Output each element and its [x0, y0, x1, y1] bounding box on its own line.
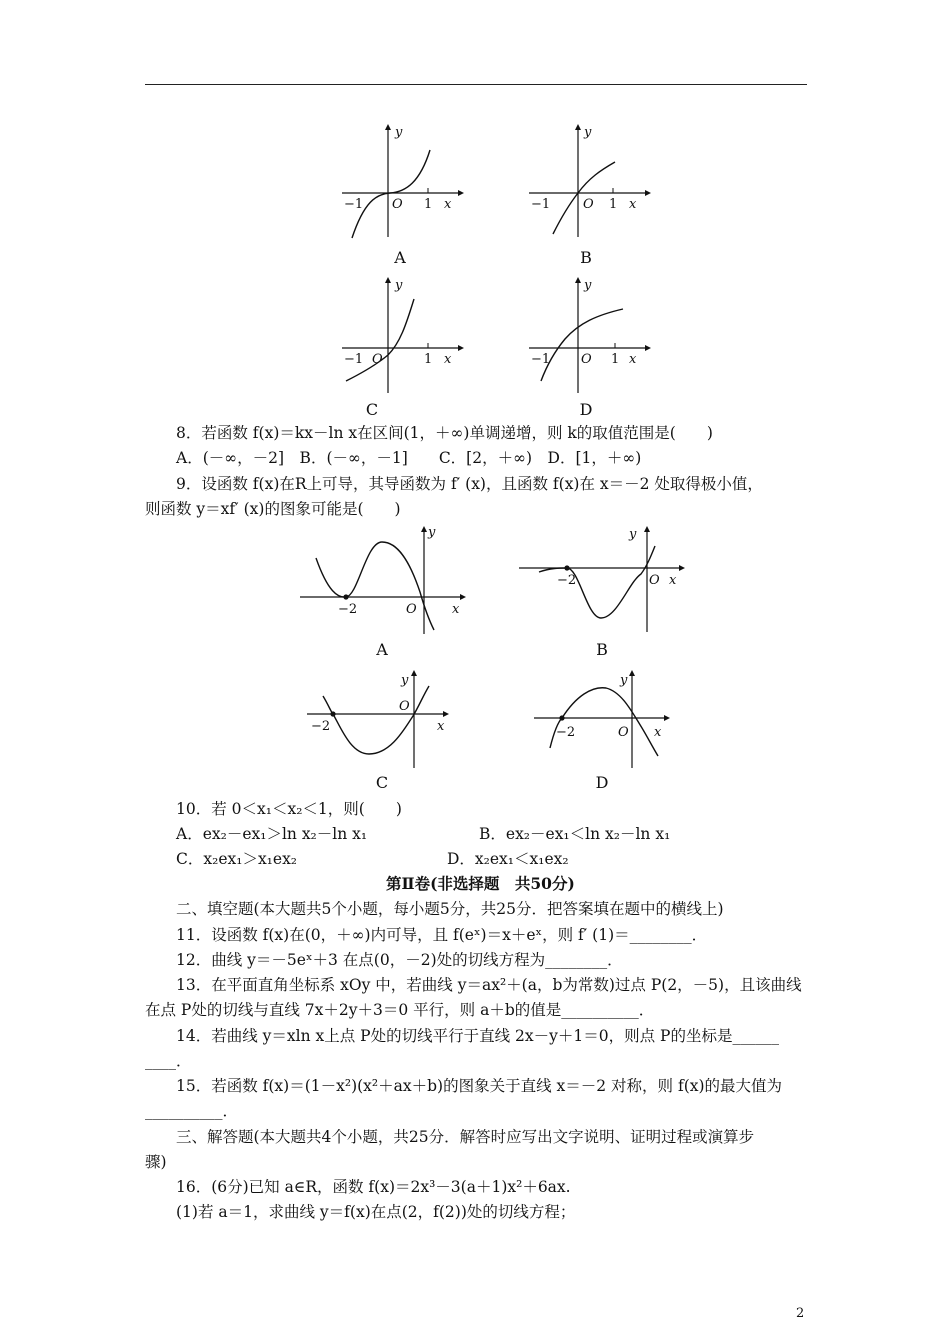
svg-text:y: y — [584, 125, 592, 140]
svg-text:1: 1 — [424, 352, 433, 367]
graph-7c — [340, 275, 460, 400]
question-16-part-1: (1)若 a＝1，求曲线 y＝f(x)在点(2，f(2))处的切线方程； — [176, 1203, 576, 1221]
svg-text:1: 1 — [424, 197, 433, 212]
graph-7d — [527, 275, 647, 400]
section-2-heading: 二、填空题(本大题共5个小题，每小题5分，共25分．把答案填在题中的横线上) — [176, 900, 724, 918]
svg-text:1: 1 — [609, 197, 618, 212]
graph-9c — [305, 668, 455, 773]
svg-text:O: O — [392, 197, 403, 212]
figure-label-b: B — [580, 248, 592, 267]
question-10-option-d: D．x₂ex₁＜x₁ex₂ — [447, 850, 569, 868]
figure-label-c: C — [365, 400, 379, 419]
svg-text:−1: −1 — [344, 197, 364, 212]
svg-text:x: x — [444, 197, 452, 212]
question-8-options: A．(－∞，－2] B．(－∞，－1] C．[2，＋∞) D．[1，＋∞) — [176, 449, 642, 467]
svg-text:x: x — [452, 602, 460, 617]
header-rule — [145, 84, 807, 85]
svg-text:−2: −2 — [311, 719, 331, 734]
section-3-heading-line2: 骤) — [145, 1153, 167, 1171]
svg-text:O: O — [649, 573, 660, 588]
question-10-option-b: B．ex₂－ex₁＜ln x₂－ln x₁ — [479, 825, 671, 843]
question-14-line2: ____． — [145, 1052, 192, 1070]
graph-9a — [298, 522, 468, 637]
question-11: 11．设函数 f(x)在(0，＋∞)内可导，且 f(eˣ)＝x＋eˣ，则 f′ (1)＝________． — [176, 926, 708, 944]
svg-text:x: x — [629, 197, 637, 212]
svg-text:y: y — [629, 527, 637, 542]
svg-text:y: y — [620, 673, 628, 688]
question-13-line1: 13．在平面直角坐标系 xOy 中，若曲线 y＝ax²＋(a，b为常数)过点 P(2，－5)，且该曲线 — [176, 976, 802, 994]
part-2-heading: 第Ⅱ卷(非选择题 共50分) — [386, 874, 575, 893]
figure-label-9c: C — [375, 773, 389, 792]
question-13-line2: 在点 P处的切线与直线 7x＋2y＋3＝0 平行，则 a＋b的值是__________． — [145, 1001, 655, 1019]
svg-text:O: O — [618, 725, 629, 740]
question-12: 12．曲线 y＝－5eˣ＋3 在点(0，－2)处的切线方程为________． — [176, 951, 623, 969]
svg-text:y: y — [584, 278, 592, 293]
svg-text:O: O — [372, 352, 383, 367]
svg-text:1: 1 — [611, 352, 620, 367]
svg-text:−2: −2 — [338, 602, 358, 617]
svg-text:x: x — [444, 352, 452, 367]
question-10-option-c: C．x₂ex₁＞x₁ex₂ — [176, 850, 298, 868]
figure-label-a: A — [394, 248, 406, 267]
svg-text:−1: −1 — [531, 197, 551, 212]
question-9-line2: 则函数 y＝xf′ (x)的图象可能是( ) — [145, 500, 401, 518]
svg-text:y: y — [395, 278, 403, 293]
question-9-line1: 9．设函数 f(x)在R上可导，其导函数为 f′ (x)，且函数 f(x)在 x＝－2 处取得极小值， — [176, 475, 763, 493]
svg-text:y: y — [395, 125, 403, 140]
graph-7b — [527, 122, 647, 242]
question-10-option-a: A．ex₂－ex₁＞ln x₂－ln x₁ — [176, 825, 368, 843]
figure-label-d: D — [579, 400, 593, 419]
page-number: 2 — [796, 1306, 805, 1321]
graph-7a — [340, 122, 460, 242]
svg-text:−1: −1 — [344, 352, 364, 367]
question-15-line2: __________． — [145, 1102, 239, 1120]
svg-text:O: O — [399, 699, 410, 714]
graph-9d — [532, 668, 682, 773]
question-14-line1: 14．若曲线 y＝xln x上点 P处的切线平行于直线 2x－y＋1＝0，则点 P的坐标是______ — [176, 1027, 779, 1045]
svg-text:x: x — [437, 719, 445, 734]
question-16: 16．(6分)已知 a∈R，函数 f(x)＝2x³－3(a＋1)x²＋6ax. — [176, 1178, 571, 1196]
svg-text:−2: −2 — [556, 725, 576, 740]
question-10: 10．若 0＜x₁＜x₂＜1，则( ) — [176, 800, 402, 818]
svg-text:x: x — [669, 573, 677, 588]
svg-text:−2: −2 — [557, 573, 577, 588]
svg-text:y: y — [428, 525, 436, 540]
svg-text:y: y — [401, 673, 409, 688]
svg-text:x: x — [629, 352, 637, 367]
graph-9b — [517, 522, 687, 637]
question-15-line1: 15．若函数 f(x)＝(1－x²)(x²＋ax＋b)的图象关于直线 x＝－2 对称，则 f(x)的最大值为 — [176, 1077, 783, 1095]
svg-text:O: O — [581, 352, 592, 367]
figure-label-9a: A — [376, 640, 388, 659]
figure-label-9b: B — [596, 640, 608, 659]
svg-text:x: x — [654, 725, 662, 740]
svg-text:O: O — [406, 602, 417, 617]
svg-text:−1: −1 — [531, 352, 551, 367]
section-3-heading-line1: 三、解答题(本大题共4个小题，共25分．解答时应写出文字说明、证明过程或演算步 — [176, 1128, 755, 1146]
svg-text:O: O — [583, 197, 594, 212]
figure-label-9d: D — [595, 773, 609, 792]
question-8: 8．若函数 f(x)＝kx－ln x在区间(1，＋∞)单调递增，则 k的取值范围是( ) — [176, 424, 713, 442]
